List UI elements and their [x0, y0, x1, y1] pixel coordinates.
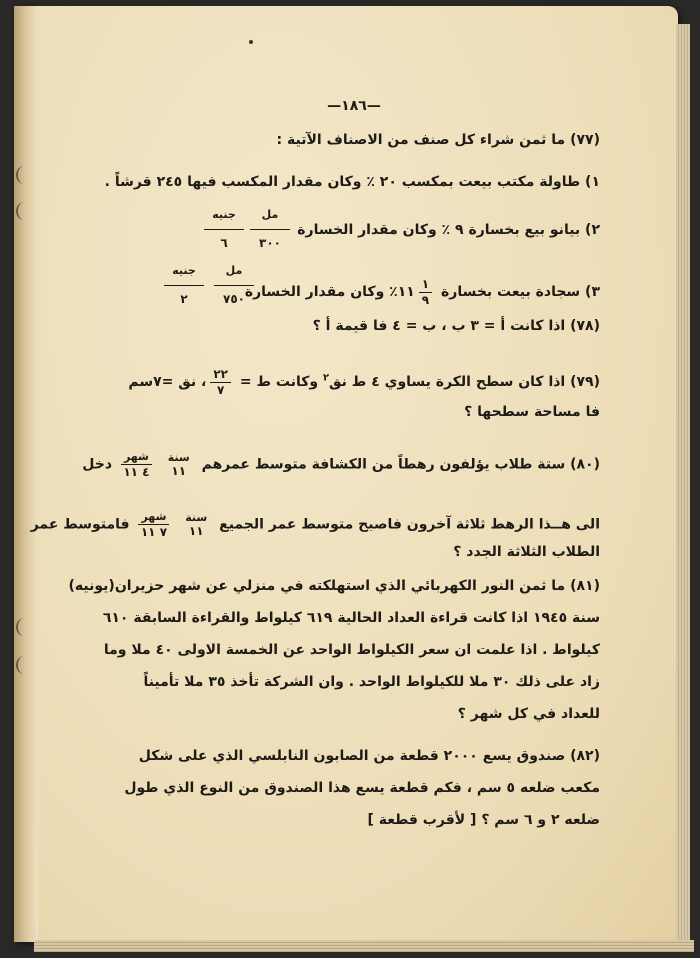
- q78-text: (٧٨) اذا كانت أ = ٣ ب ، ب = ٤ فا قيمة أ ؟: [312, 318, 600, 334]
- page-number: —١٨٦—: [327, 98, 381, 114]
- q80-part-b: دخل: [82, 456, 113, 473]
- page-spine: [14, 6, 38, 942]
- q80-part-a: (٨٠) ستة طلاب يؤلفون رهطاً من الكشافة متوسط عمرهم: [201, 456, 600, 473]
- q81-line1: (٨١) ما ثمن النور الكهربائي الذي استهلكته في منزلي عن شهر حزيران(يونيه): [68, 578, 600, 594]
- q79-line1: [128, 368, 600, 396]
- q80-age2-sana: سنة ١١: [185, 510, 208, 539]
- q79-part-b: وكانت ط =: [239, 374, 323, 391]
- q79-line2: فا مساحة سطحها ؟: [464, 404, 600, 420]
- q77-item3-whole: ١١: [397, 284, 415, 301]
- q80-age2-shahr: $\frac{\text{شهر}}{٧ ١١}$: [138, 511, 169, 538]
- q79-fraction: $\frac{٢٢}{٧}$: [210, 368, 231, 396]
- binding-stitch: [16, 202, 32, 220]
- q81-line5: للعداد في كل شهر ؟: [457, 706, 600, 722]
- q79-part-c: ، نق =٧سم: [128, 374, 207, 391]
- q77-header: (٧٧) ما ثمن شراء كل صنف من الاصناف الآتية :: [276, 132, 600, 148]
- q82-line1: (٨٢) صندوق يسع ٢٠٠٠ قطعة من الصابون النابلسي الذي على شكل: [138, 748, 600, 764]
- q77-item2-unit-mil: مل ٣٠٠: [250, 208, 290, 250]
- binding-stitch: [16, 618, 32, 636]
- q82-line3: ضلعه ٢ و ٦ سم ؟ [ لأقرب قطعة ]: [367, 812, 600, 828]
- q81-line4: زاد على ذلك ٣٠ ملا للكيلواط الواحد . وان الشركة تأخذ ٣٥ ملا تأميناً: [143, 674, 600, 690]
- q81-line3: كيلواط . اذا علمت ان سعر الكيلواط الواحد عن الخمسة الاولى ٤٠ ملا وما: [103, 642, 600, 658]
- q80-line2-a: الى هــذا الرهط ثلاثة آخرون فاصبح متوسط عمر الجميع: [219, 516, 600, 533]
- q79-part-a: (٧٩) اذا كان سطح الكرة يساوي ٤ ط نق: [329, 374, 600, 391]
- q80-line2-b: فامتوسط عمر: [30, 516, 130, 533]
- ink-spot: [249, 40, 253, 44]
- q79-superscript: ٢: [322, 372, 330, 384]
- q77-item2-unit-jineh: جنيه ٦: [204, 208, 244, 250]
- book-page: [14, 6, 678, 942]
- q81-line2: سنة ١٩٤٥ اذا كانت قراءة العداد الحالية ٦١٩ كيلواط والقراءة السابقة ٦١٠: [102, 610, 600, 626]
- q77-item3-suffix: ٪ وكان مقدار الخسارة: [244, 284, 398, 301]
- q80-age1-sana: سنة ١١: [167, 450, 190, 479]
- q77-item3: [245, 278, 600, 306]
- q77-item2: ٢) بيانو بيع بخسارة ٩ ٪ وكان مقدار الخسارة: [297, 222, 600, 238]
- q80-line2: [31, 511, 600, 538]
- q77-item3-fraction: $\frac{١}{٩}$: [419, 278, 432, 306]
- q77-item3-prefix: ٣) سجادة بيعت بخسارة: [441, 284, 600, 301]
- binding-stitch: [16, 656, 32, 674]
- q82-line2: مكعب ضلعه ٥ سم ، فكم قطعة يسع هذا الصندوق من النوع الذي طول: [124, 780, 600, 796]
- q80-line3: الطلاب الثلاثة الجدد ؟: [453, 544, 600, 560]
- binding-stitch: [16, 166, 32, 184]
- page-stack-bottom: [34, 940, 694, 952]
- q77-item1: ١) طاولة مكتب بيعت بمكسب ٢٠ ٪ وكان مقدار المكسب فيها ٢٤٥ قرشاً .: [104, 174, 600, 190]
- q77-item3-unit-jineh: جنيه ٢: [164, 264, 204, 306]
- q77-item3-unit-mil: مل ٧٥٠: [214, 264, 254, 306]
- page-stack-edge: [676, 24, 690, 942]
- q80-age1-shahr: $\frac{\text{شهر}}{٤ ١١}$: [121, 451, 152, 478]
- q80-line1: [82, 451, 600, 478]
